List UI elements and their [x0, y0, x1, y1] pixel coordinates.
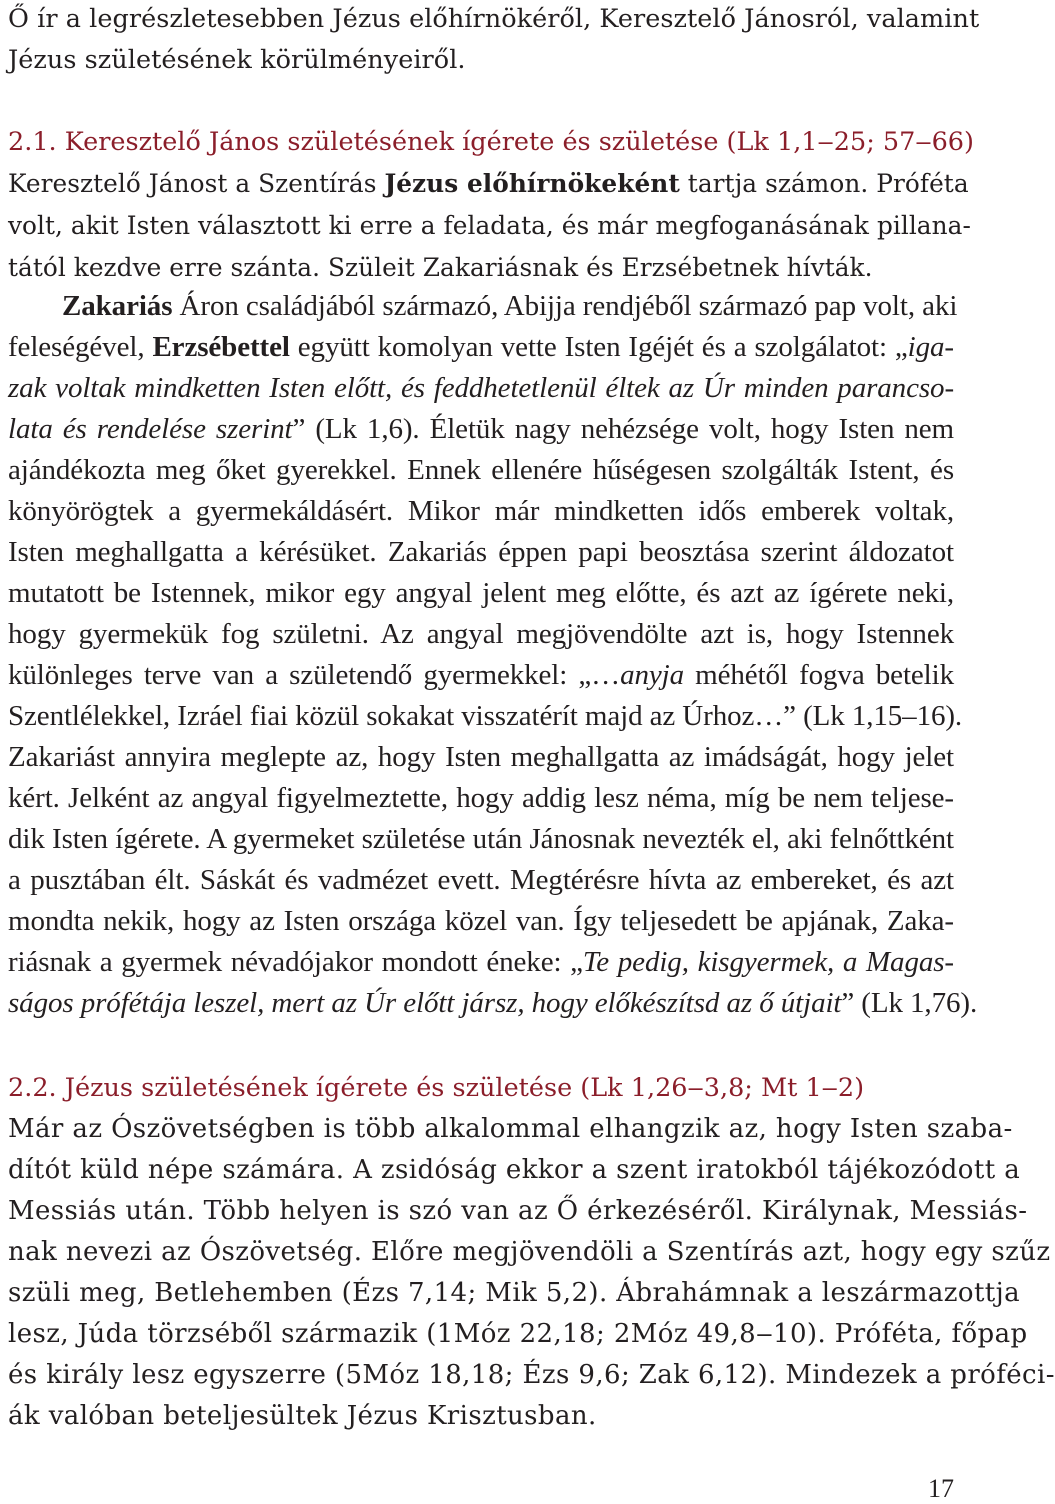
section-1-p2-line-16: mondta nekik, hogy az Isten országa közel van. Így teljesedett be apjának, Zaka-	[8, 905, 954, 937]
section-1-p2-line-8: mutatott be Istennek, mikor egy angyal jelent meg előtte, és azt az ígérete neki,	[8, 577, 954, 609]
section-1-p2-line-17: riásnak a gyermek névadójakor mondott éneke: „Te pedig, kisgyermek, a Magas-	[8, 946, 954, 978]
section-1-p2-line-18: ságos prófétája leszel, mert az Úr előtt jársz, hogy előkészítsd az ő útjait” (Lk 1,76).	[8, 987, 978, 1019]
section-1-p2-line-9: hogy gyermekük fog születni. Az angyal megjövendölte azt is, hogy Istennek	[8, 618, 954, 650]
section-1-p2-line-13: kért. Jelként az angyal figyelmeztette, hogy addig lesz néma, míg be nem teljese-	[8, 782, 954, 814]
section-1-p2-line-5: ajándékozta meg őket gyerekkel. Ennek ellenére hűségesen szolgálták Istent, és	[8, 454, 954, 486]
section-1-p2-line-10: különleges terve van a születendő gyermekkel: „…anyja méhétől fogva betelik	[8, 659, 954, 691]
section-2-line-5: szüli meg, Betlehemben (Ézs 7,14; Mik 5,2). Ábrahámnak a leszármazottja	[8, 1278, 1021, 1308]
section-1-p1-line-3: tától kezdve erre szánta. Szüleit Zakariásnak és Erzsébetnek hívták.	[8, 253, 873, 282]
section-1-p2-line-15: a pusztában élt. Sáskát és vadmézet evett. Megtérésre hívta az embereket, és azt	[8, 864, 954, 896]
intro-line-1: Ő ír a legrészletesebben Jézus előhírnökéről, Keresztelő Jánosról, valamint	[8, 4, 980, 34]
section-1-p2-line-12: Zakariást annyira meglepte az, hogy Isten meghallgatta az imádságát, hogy jelet	[8, 741, 954, 773]
section-1-p2-line-14: dik Isten ígérete. A gyermeket születése után Jánosnak nevezték el, aki felnőttként	[8, 823, 954, 855]
section-2-line-2: dítót küld népe számára. A zsidóság ekkor a szent iratokból tájékozódott a	[8, 1155, 1021, 1185]
section-1-p2-line-1: Zakariás Áron családjából származó, Abijja rendjéből származó pap volt, aki	[62, 290, 958, 322]
section-2-line-1: Már az Ószövetségben is több alkalommal elhangzik az, hogy Isten szaba-	[8, 1114, 1013, 1144]
section-1-p2-line-11: Szentlélekkel, Izráel fiai közül sokakat visszatérít majd az Úrhoz…” (Lk 1,15‒16).	[8, 700, 963, 732]
section-2-heading: 2.2. Jézus születésének ígérete és születése (Lk 1,26‒3,8; Mt 1‒2)	[8, 1073, 865, 1103]
section-2-line-7: és király lesz egyszerre (5Móz 18,18; Ézs 9,6; Zak 6,12). Mindezek a próféci-	[8, 1360, 1055, 1390]
intro-line-2: Jézus születésének körülményeiről.	[8, 45, 466, 75]
section-1-p2-line-6: könyörögtek a gyermekáldásért. Mikor már mindketten idős emberek voltak,	[8, 495, 954, 527]
page-number: 17	[928, 1474, 954, 1503]
section-1-p1-line-2: volt, akit Isten választott ki erre a feladata, és már megfoganásának pillana-	[8, 211, 971, 240]
section-2-line-6: lesz, Júda törzséből származik (1Móz 22,18; 2Móz 49,8‒10). Próféta, főpap	[8, 1319, 1028, 1349]
section-1-p2-line-3: zak voltak mindketten Isten előtt, és feddhetetlenül éltek az Úr minden parancso-	[8, 372, 954, 404]
section-1-heading: 2.1. Keresztelő János születésének ígérete és születése (Lk 1,1‒25; 57‒66)	[8, 127, 974, 157]
section-1-p1-line-1: Keresztelő Jánost a Szentírás Jézus előhírnökeként tartja számon. Próféta	[8, 169, 969, 198]
section-2-line-8: ák valóban beteljesültek Jézus Krisztusban.	[8, 1401, 597, 1431]
section-1-p2-line-2: feleségével, Erzsébettel együtt komolyan vette Isten Igéjét és a szolgálatot: „iga-	[8, 331, 954, 363]
section-1-p2-line-4: lata és rendelése szerint” (Lk 1,6). Életük nagy nehézsége volt, hogy Isten nem	[8, 413, 955, 445]
section-1-p2-line-7: Isten meghallgatta a kérésüket. Zakariás éppen papi beosztása szerint áldozatot	[8, 536, 954, 568]
section-2-line-4: nak nevezi az Ószövetség. Előre megjövendöli a Szentírás azt, hogy egy szűz	[8, 1237, 1051, 1267]
section-2-line-3: Messiás után. Több helyen is szó van az Ő érkezéséről. Királynak, Messiás-	[8, 1196, 1028, 1226]
